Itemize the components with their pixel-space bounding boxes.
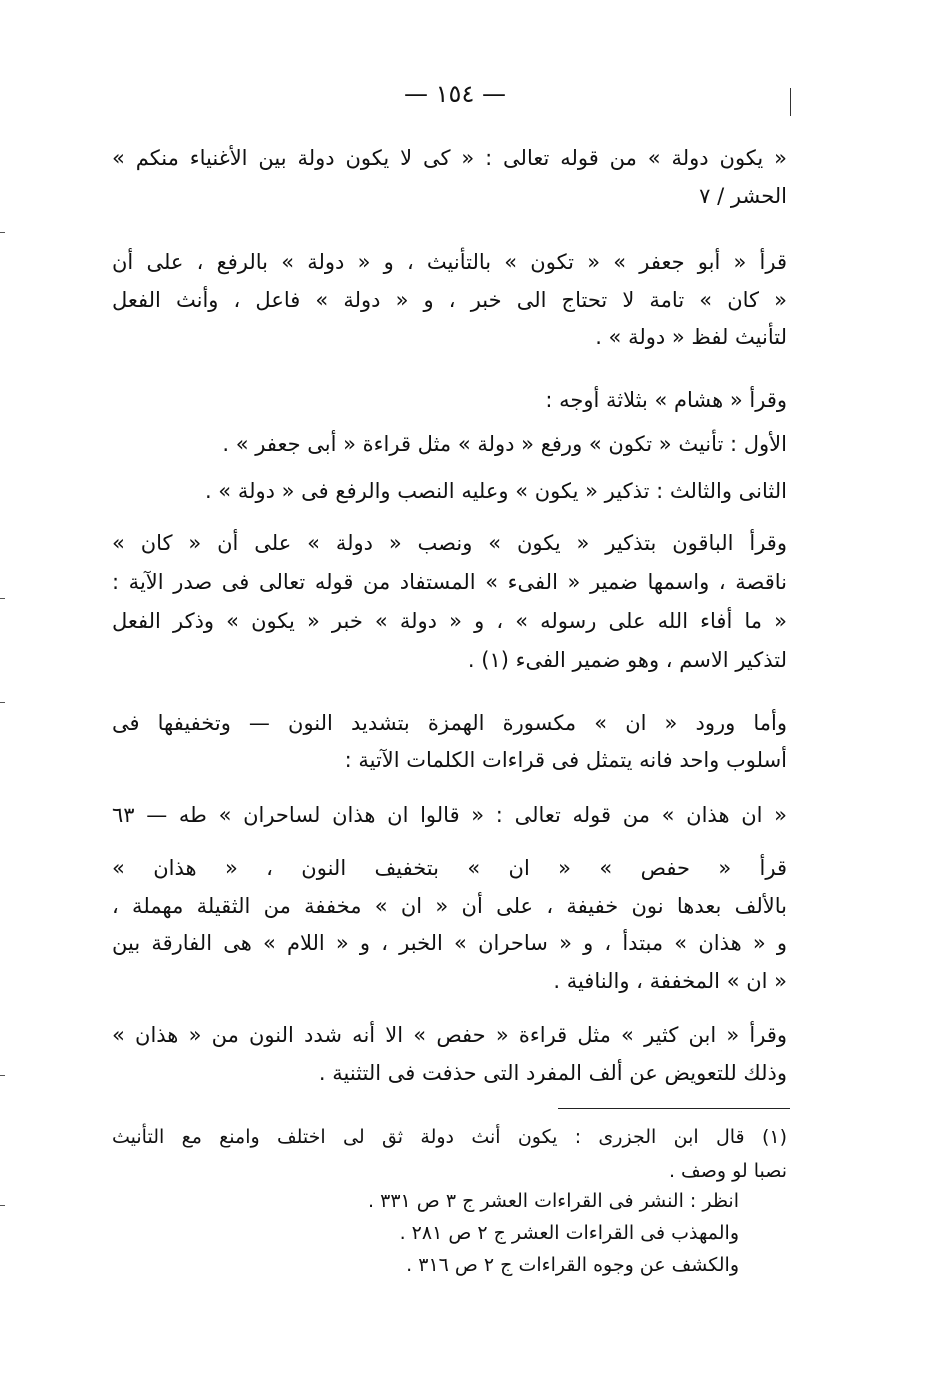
edge-tick (0, 1075, 5, 1076)
edge-tick (0, 702, 5, 703)
edge-tick (0, 598, 5, 599)
body-line: لتذكير الاسم ، وهو ضمير الفىء (١) . (467, 648, 787, 672)
body-line: لتأنيث لفظ « دولة » . (595, 325, 787, 349)
body-line: الثانى والثالث : تذكير « يكون » وعليه النصب والرفع فى « دولة » . (204, 479, 787, 503)
body-line: « يكون دولة » من قوله تعالى : « كى لا يكون دولة بين الأغنياء منكم » (112, 146, 787, 170)
body-line: « ما أفاء الله على رسوله » ، و « دولة » خبر « يكون » وذكر الفعل (112, 609, 787, 633)
body-line: الحشر / ٧ (699, 184, 787, 208)
page-number: — ١٥٤ — (404, 80, 506, 108)
body-line: قرأ « أبو جعفر » « تكون » بالتأنيث ، و « دولة » بالرفع ، على أن (112, 250, 787, 274)
footnote-rule (558, 1108, 790, 1109)
body-line: ناقصة ، واسمها ضمير « الفىء » المستفاد من قوله تعالى فى صدر الآية : (112, 570, 787, 594)
body-line: أسلوب واحد فانه يتمثل فى قراءات الكلمات الآتية : (344, 748, 787, 772)
footnote-line: نصبا لو وصف . (668, 1160, 787, 1182)
body-line: « كان » تامة لا تحتاج الى خبر ، و « دولة » فاعل ، وأنث الفعل (112, 288, 787, 312)
body-line: و « هذان » مبتدأ ، و « ساحران » الخبر ، و « اللام » هى الفارقة بين (112, 931, 787, 955)
body-line: بالألف بعدها نون خفيفة ، على أن « ان » مخففة من الثقيلة مهملة ، (112, 894, 787, 918)
body-line: وأما ورود « ان » مكسورة الهمزة بتشديد النون — وتخفيفها فى (112, 711, 787, 735)
body-line: وقرأ الباقون بتذكير « يكون » ونصب « دولة » على أن « كان » (112, 531, 787, 555)
edge-tick (0, 232, 5, 233)
footnote-reference: انظر : النشر فى القراءات العشر ج ٣ ص ٣٣١ . (368, 1190, 739, 1212)
footnote-line: (١) قال ابن الجزرى : يكون أنث دولة ثق لى اختلف وامنع مع التأنيث (112, 1126, 787, 1148)
footnote-reference: والكشف عن وجوه القراءات ج ٢ ص ٣١٦ . (406, 1254, 739, 1276)
body-line: وقرأ « ابن كثير » مثل قراءة « حفص » الا أنه شدد النون من « هذان » (112, 1023, 787, 1047)
footnote-reference: والمهذب فى القراءات العشر ج ٢ ص ٢٨١ . (399, 1222, 739, 1244)
body-line: وذلك للتعويض عن ألف المفرد التى حذفت فى التثنية . (318, 1061, 787, 1085)
body-line: « ان » المخففة ، والنافية . (553, 969, 787, 993)
body-line: « ان هذان » من قوله تعالى : « قالوا ان هذان لساحران » طه — ٦٣ (112, 803, 787, 827)
body-line: قرأ « حفص » « ان » بتخفيف النون ، « هذان » (112, 856, 787, 880)
edge-tick (0, 1205, 5, 1206)
margin-mark (790, 88, 791, 116)
body-line: وقرأ « هشام » بثلاثة أوجه : (545, 388, 787, 412)
body-line: الأول : تأنيث « تكون » ورفع « دولة » مثل قراءة « أبى جعفر » . (222, 432, 787, 456)
